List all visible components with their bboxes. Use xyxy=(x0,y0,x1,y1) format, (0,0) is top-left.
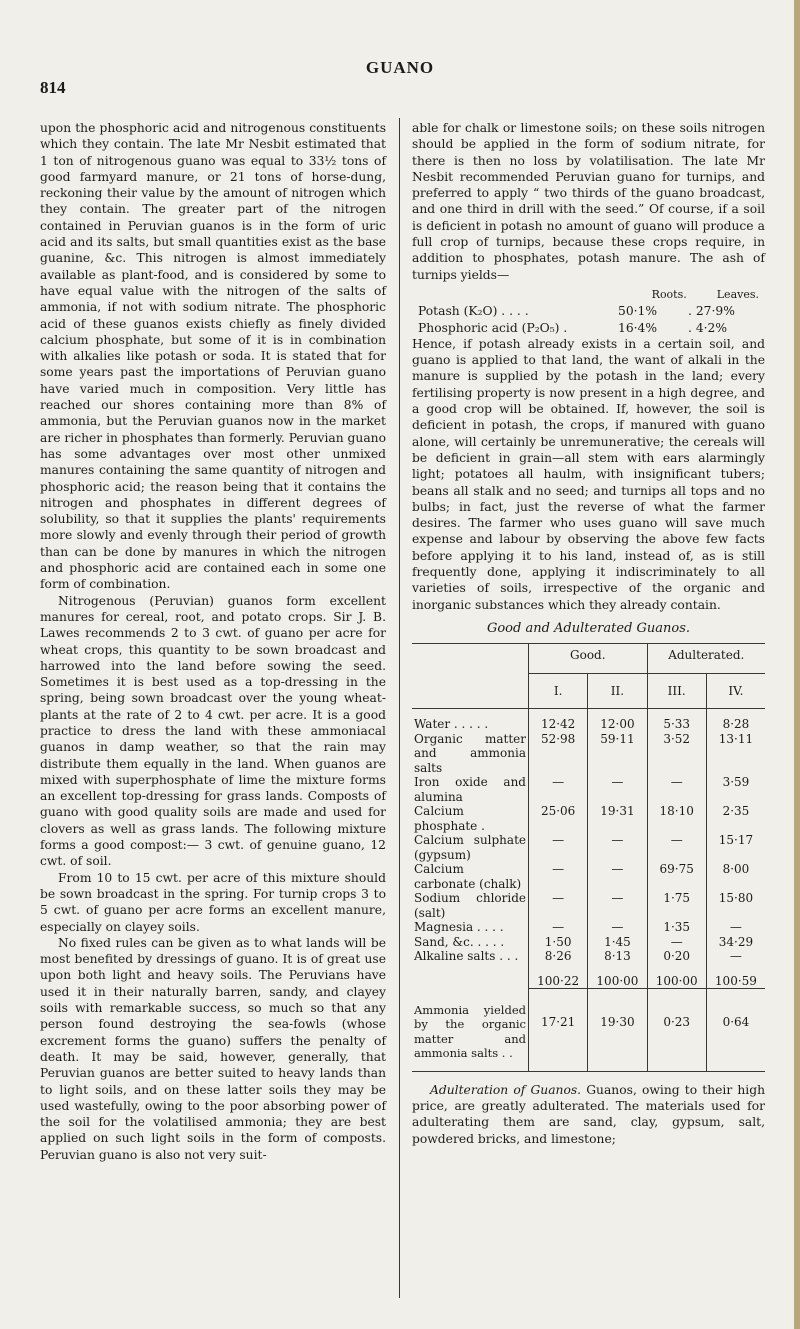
total-cell: 100·22 xyxy=(529,964,588,989)
table-cell: 12·42 xyxy=(529,709,588,732)
table-cell: 15·80 xyxy=(706,891,765,920)
page-edge xyxy=(794,0,800,1329)
col-header: I. xyxy=(529,673,588,709)
table-cell: 12·00 xyxy=(588,709,647,732)
table-cell: — xyxy=(647,775,706,804)
paragraph-text: Guanos, owing to their high price, are greatly adulterated. The materials used for adulterating them are sand, clay, gypsum, salt, powdered bricks, and limestone; xyxy=(412,1082,765,1146)
table-cell: — xyxy=(529,862,588,891)
row-label: Calcium sulphate (gypsum) xyxy=(414,833,526,862)
column-divider xyxy=(399,118,400,1298)
paragraph: upon the phosphoric acid and nitrogenous constituents which they contain. The late Mr Nesbit estimated that 1 ton of nitrogenous guano was equal to 33½ tons of good farmyard manure, or 21 tons of horse-dung, reckoning their value by the amount of nitrogen which they contain. The greater part of the nitrogen contained in Peruvian guanos is in the form of uric acid and its salts, but small quantities exist as the base guanine, &c. This nitrogen is almost immediately available as plant-food, and is considered by some to have equal value with the nitrogen of the salts of ammonia, if not with sodium nitrate. The phosphoric acid of these guanos exists chiefly as finely divided calcium phosphate, but some of it is in combination with alkalies like potash or soda. It is stated that for some years past the importations of Peruvian guano have varied much in composition. Very little has reached our shores containing more than 8% of ammonia, but the Peruvian guanos now in the market are richer in phosphates than formerly. Peruvian guano has some advantages over most other unmixed manures containing the same quantity of nitrogen and phosphoric acid; the reason being that it contains the nitrogen and phosphates in different degrees of solubility, so that it supplies the plants' requirements more slowly and evenly through their period of growth than can be done by manures in which the nitrogen and phosphoric acid are contained each in some one form of combination. xyxy=(40,121,386,592)
ash-row: Potash (K₂O) . . . . 50·1% . 27·9% xyxy=(418,304,735,319)
table-title: Good and Adulterated Guanos. xyxy=(486,620,691,636)
roots-header: Roots. xyxy=(651,287,687,301)
col-header: IV. xyxy=(706,673,765,709)
group-header-adulterated: Adulterated. xyxy=(647,644,765,674)
table-cell: 34·29 xyxy=(706,935,765,950)
col-header: II. xyxy=(588,673,647,709)
table-row xyxy=(412,775,765,804)
table-cell: — xyxy=(647,833,706,862)
guano-analysis-table xyxy=(412,643,765,1076)
table-cell: — xyxy=(529,833,588,862)
turnip-ash-table xyxy=(412,287,765,336)
leaves-header: Leaves. xyxy=(716,287,759,301)
table-row xyxy=(412,732,765,776)
table-cell: — xyxy=(588,891,647,920)
total-cell: 100·00 xyxy=(647,964,706,989)
table-cell: 1·75 xyxy=(647,891,706,920)
ammonia-cell: 19·30 xyxy=(588,989,647,1072)
paragraph: From 10 to 15 cwt. per acre of this mixture should be sown broadcast in the spring. For turnip crops 3 to 5 cwt. of guano per acre forms an excellent manure, especially on clayey soils. xyxy=(40,870,386,934)
paragraph: No fixed rules can be given as to what lands will be most benefited by dressings of guano. It is of great use upon both light and heavy soils. The Peruvians have used it in their naturally barren, sandy, and clayey soils with remarkable success, so much so that any person found destroying the sea-fowls (whose excrement forms the guano) suffers the penalty of death. It may be said, however, generally, that Peruvian guanos are better suited to heavy lands than to light soils, and on these latter soils they may be used wastefully, owing to the poor absorbing power of the soil for the volatilised ammonia; they are best applied on such light soils in the form of composts. Peruvian guano is also not very suit- xyxy=(40,935,386,1162)
table-row xyxy=(412,833,765,862)
ash-row: Phosphoric acid (P₂O₅) . 16·4% . 4·2% xyxy=(418,320,728,335)
table-cell: 69·75 xyxy=(647,862,706,891)
ammonia-label: Ammonia yielded by the organic matter and ammonia salts . . xyxy=(414,1002,526,1061)
row-label: Alkaline salts . . . xyxy=(414,949,519,964)
table-cell: 1·35 xyxy=(647,920,706,935)
table-cell: — xyxy=(588,775,647,804)
table-cell: — xyxy=(529,920,588,935)
row-label: Iron oxide and alumina xyxy=(414,775,526,804)
table-body xyxy=(412,709,765,964)
page-number: 814 xyxy=(40,78,66,97)
table-cell: — xyxy=(706,920,765,935)
table-cell: — xyxy=(588,833,647,862)
ammonia-cell: 0·23 xyxy=(647,989,706,1072)
table-row xyxy=(412,949,765,964)
total-cell: 100·00 xyxy=(588,964,647,989)
table-row xyxy=(412,920,765,935)
row-label: Sand, &c. . . . . xyxy=(414,934,505,949)
table-cell: 59·11 xyxy=(588,732,647,776)
table-row xyxy=(412,862,765,891)
table-cell: 1·45 xyxy=(588,935,647,950)
table-cell: 3·59 xyxy=(706,775,765,804)
section-heading: Adulteration of Guanos. xyxy=(430,1082,582,1097)
paragraph: Hence, if potash already exists in a certain soil, and guano is applied to that land, the want of alkali in the manure is supplied by the potash in the land; every fertilising property is now present in a high degree, and a good crop will be obtained. If, however, the soil is deficient in potash, the crops, if manured with guano alone, will certainly be unremunerative; the cereals will be deficient in grain—all stem with ears alarmingly light; potatoes all haulm, with insignificant tubers; beans all stalk and no seed; and turnips all tops and no bulbs; in fact, just the reverse of what the farmer desires. The farmer who uses guano will save much expense and labour by observing the above few facts before applying it to his land, instead of, as is still frequently done, applying it indiscriminately to all varieties of soils, irrespective of the organic and inorganic substances which they already contain. xyxy=(412,336,765,612)
table-cell: 52·98 xyxy=(529,732,588,776)
table-cell: — xyxy=(588,920,647,935)
table-cell: 0·20 xyxy=(647,949,706,964)
table-row xyxy=(412,891,765,920)
table-cell: — xyxy=(706,949,765,964)
table-cell: 18·10 xyxy=(647,804,706,833)
row-label: Organic matter and ammonia salts xyxy=(414,731,526,775)
table-cell: 8·13 xyxy=(588,949,647,964)
table-cell: — xyxy=(529,775,588,804)
table-cell: 8·26 xyxy=(529,949,588,964)
table-cell: 1·50 xyxy=(529,935,588,950)
table-cell: 8·00 xyxy=(706,862,765,891)
col-header: III. xyxy=(647,673,706,709)
total-cell: 100·59 xyxy=(706,964,765,989)
table-cell: 3·52 xyxy=(647,732,706,776)
paragraph xyxy=(412,1082,765,1147)
paragraph: able for chalk or limestone soils; on these soils nitrogen should be applied in the form of sodium nitrate, for there is then no loss by volatilisation. The late Mr Nesbit recommended Peruvian guano for turnips, and preferred to apply “ two thirds of the guano broadcast, and one third in drill with the seed.” Of course, if a soil is deficient in potash no amount of guano will produce a full crop of turnips, because these crops require, in addition to phosphates, potash manure. The ash of turnips yields— xyxy=(412,121,765,282)
paragraph: Nitrogenous (Peruvian) guanos form excellent manures for cereal, root, and potato crops. Sir J. B. Lawes recommends 2 to 3 cwt. of guano per acre for wheat crops, this quantity to be sown broadcast and harrowed into the land before sowing the seed. Sometimes it is best used as a top-dressing in the spring, being sown broadcast over the young wheat-plants at the rate of 2 to 4 cwt. per acre. It is a good practice to dress the land with these ammoniacal guanos in damp weather, so that the rain may distribute them equally in the land. When guanos are mixed with superphosphate of lime the mixture forms an excellent top-dressing for grass lands. Composts of guano with good quality soils are made and used for clovers as well as grass lands. The following mixture forms a good compost:— 3 cwt. of genuine guano, 12 cwt. of soil. xyxy=(40,593,386,869)
ammonia-cell: 17·21 xyxy=(529,989,588,1072)
left-column xyxy=(40,120,386,1163)
table-cell: — xyxy=(529,891,588,920)
table-cell: 19·31 xyxy=(588,804,647,833)
ammonia-cell: 0·64 xyxy=(706,989,765,1072)
row-label: Sodium chloride (salt) xyxy=(414,891,526,920)
running-head: GUANO xyxy=(365,58,435,77)
row-label: Magnesia . . . . xyxy=(414,920,504,935)
table-cell: — xyxy=(588,862,647,891)
table-cell: 13·11 xyxy=(706,732,765,776)
table-cell: 25·06 xyxy=(529,804,588,833)
table-cell: 8·28 xyxy=(706,709,765,732)
group-header-good: Good. xyxy=(529,644,648,674)
row-label: Water . . . . . xyxy=(414,717,489,732)
table-row xyxy=(412,935,765,950)
table-cell: 5·33 xyxy=(647,709,706,732)
table-row xyxy=(412,804,765,833)
table-cell: 15·17 xyxy=(706,833,765,862)
table-cell: 2·35 xyxy=(706,804,765,833)
table-row xyxy=(412,709,765,732)
right-column xyxy=(412,120,765,1147)
table-cell: — xyxy=(647,935,706,950)
row-label: Calcium phosphate . xyxy=(414,804,485,833)
row-label: Calcium carbonate (chalk) xyxy=(414,862,522,891)
